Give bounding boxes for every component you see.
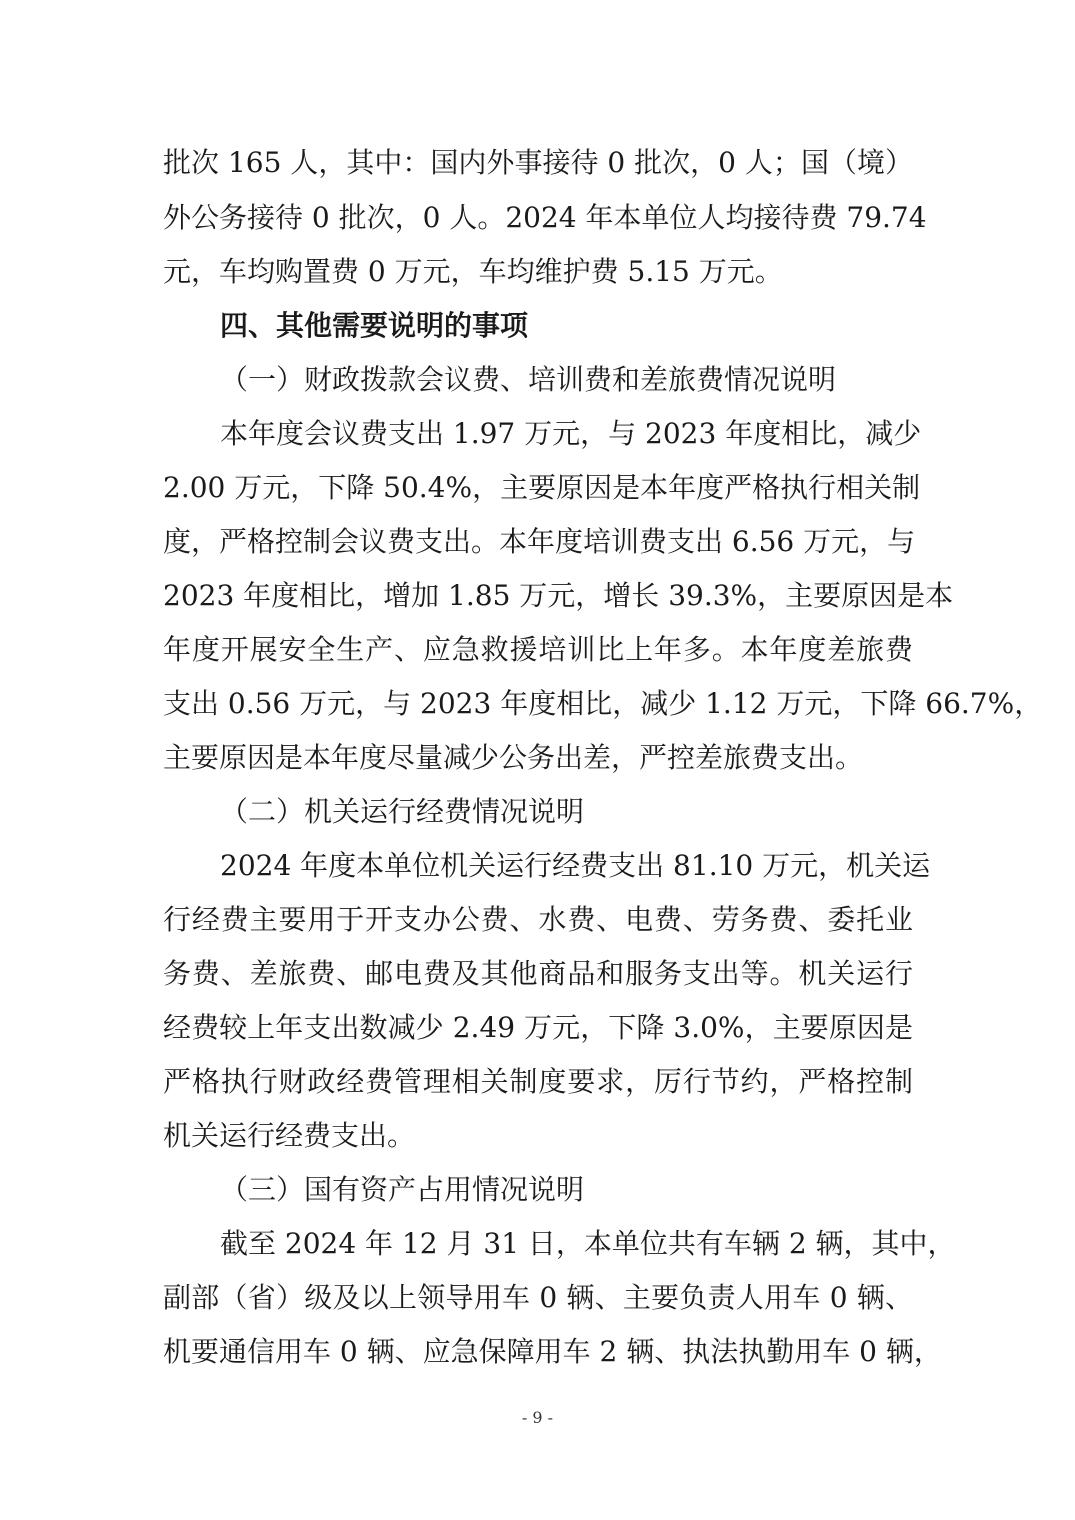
subsection-heading: （一）财政拨款会议费、培训费和差旅费情况说明 xyxy=(220,363,837,396)
body-text-line: 务费、差旅费、邮电费及其他商品和服务支出等。机关运行 xyxy=(163,957,913,990)
page-number: - 9 - xyxy=(521,1408,554,1427)
body-text-line: 2024 年度本单位机关运行经费支出 81.10 万元，机关运 xyxy=(220,849,931,882)
section-heading: 四、其他需要说明的事项 xyxy=(220,309,529,342)
body-text-line: 度，严格控制会议费支出。本年度培训费支出 6.56 万元，与 xyxy=(163,525,916,558)
body-text-line: 批次 165 人，其中：国内外事接待 0 批次，0 人；国（境） xyxy=(163,146,913,179)
body-text-line: 元，车均购置费 0 万元，车均维护费 5.15 万元。 xyxy=(163,255,783,288)
body-text-line: 年度开展安全生产、应急救援培训比上年多。本年度差旅费 xyxy=(163,633,913,666)
subsection-heading: （二）机关运行经费情况说明 xyxy=(220,795,585,828)
body-text-line: 副部（省）级及以上领导用车 0 辆、主要负责人用车 0 辆、 xyxy=(163,1281,913,1314)
body-text-line: 行经费主要用于开支办公费、水费、电费、劳务费、委托业 xyxy=(163,903,913,936)
body-text-line: 本年度会议费支出 1.97 万元，与 2023 年度相比，减少 xyxy=(220,417,922,450)
body-text-line: 机要通信用车 0 辆、应急保障用车 2 辆、执法执勤用车 0 辆， xyxy=(163,1335,942,1368)
subsection-heading: （三）国有资产占用情况说明 xyxy=(220,1173,585,1206)
body-text-line: 截至 2024 年 12 月 31 日，本单位共有车辆 2 辆，其中， xyxy=(220,1227,956,1260)
body-text-line: 经费较上年支出数减少 2.49 万元，下降 3.0%，主要原因是 xyxy=(163,1011,913,1044)
body-text-line: 机关运行经费支出。 xyxy=(163,1119,416,1152)
body-text-line: 2023 年度相比，增加 1.85 万元，增长 39.3%，主要原因是本 xyxy=(163,579,954,612)
body-text-line: 严格执行财政经费管理相关制度要求，厉行节约，严格控制 xyxy=(163,1065,913,1098)
body-text-line: 外公务接待 0 批次，0 人。2024 年本单位人均接待费 79.74 xyxy=(163,201,927,234)
body-text-line: 支出 0.56 万元，与 2023 年度相比，减少 1.12 万元，下降 66.7%， xyxy=(163,687,1043,720)
body-text-line: 主要原因是本年度尽量减少公务出差，严控差旅费支出。 xyxy=(163,741,864,774)
body-text-line: 2.00 万元，下降 50.4%，主要原因是本年度严格执行相关制 xyxy=(163,471,921,504)
